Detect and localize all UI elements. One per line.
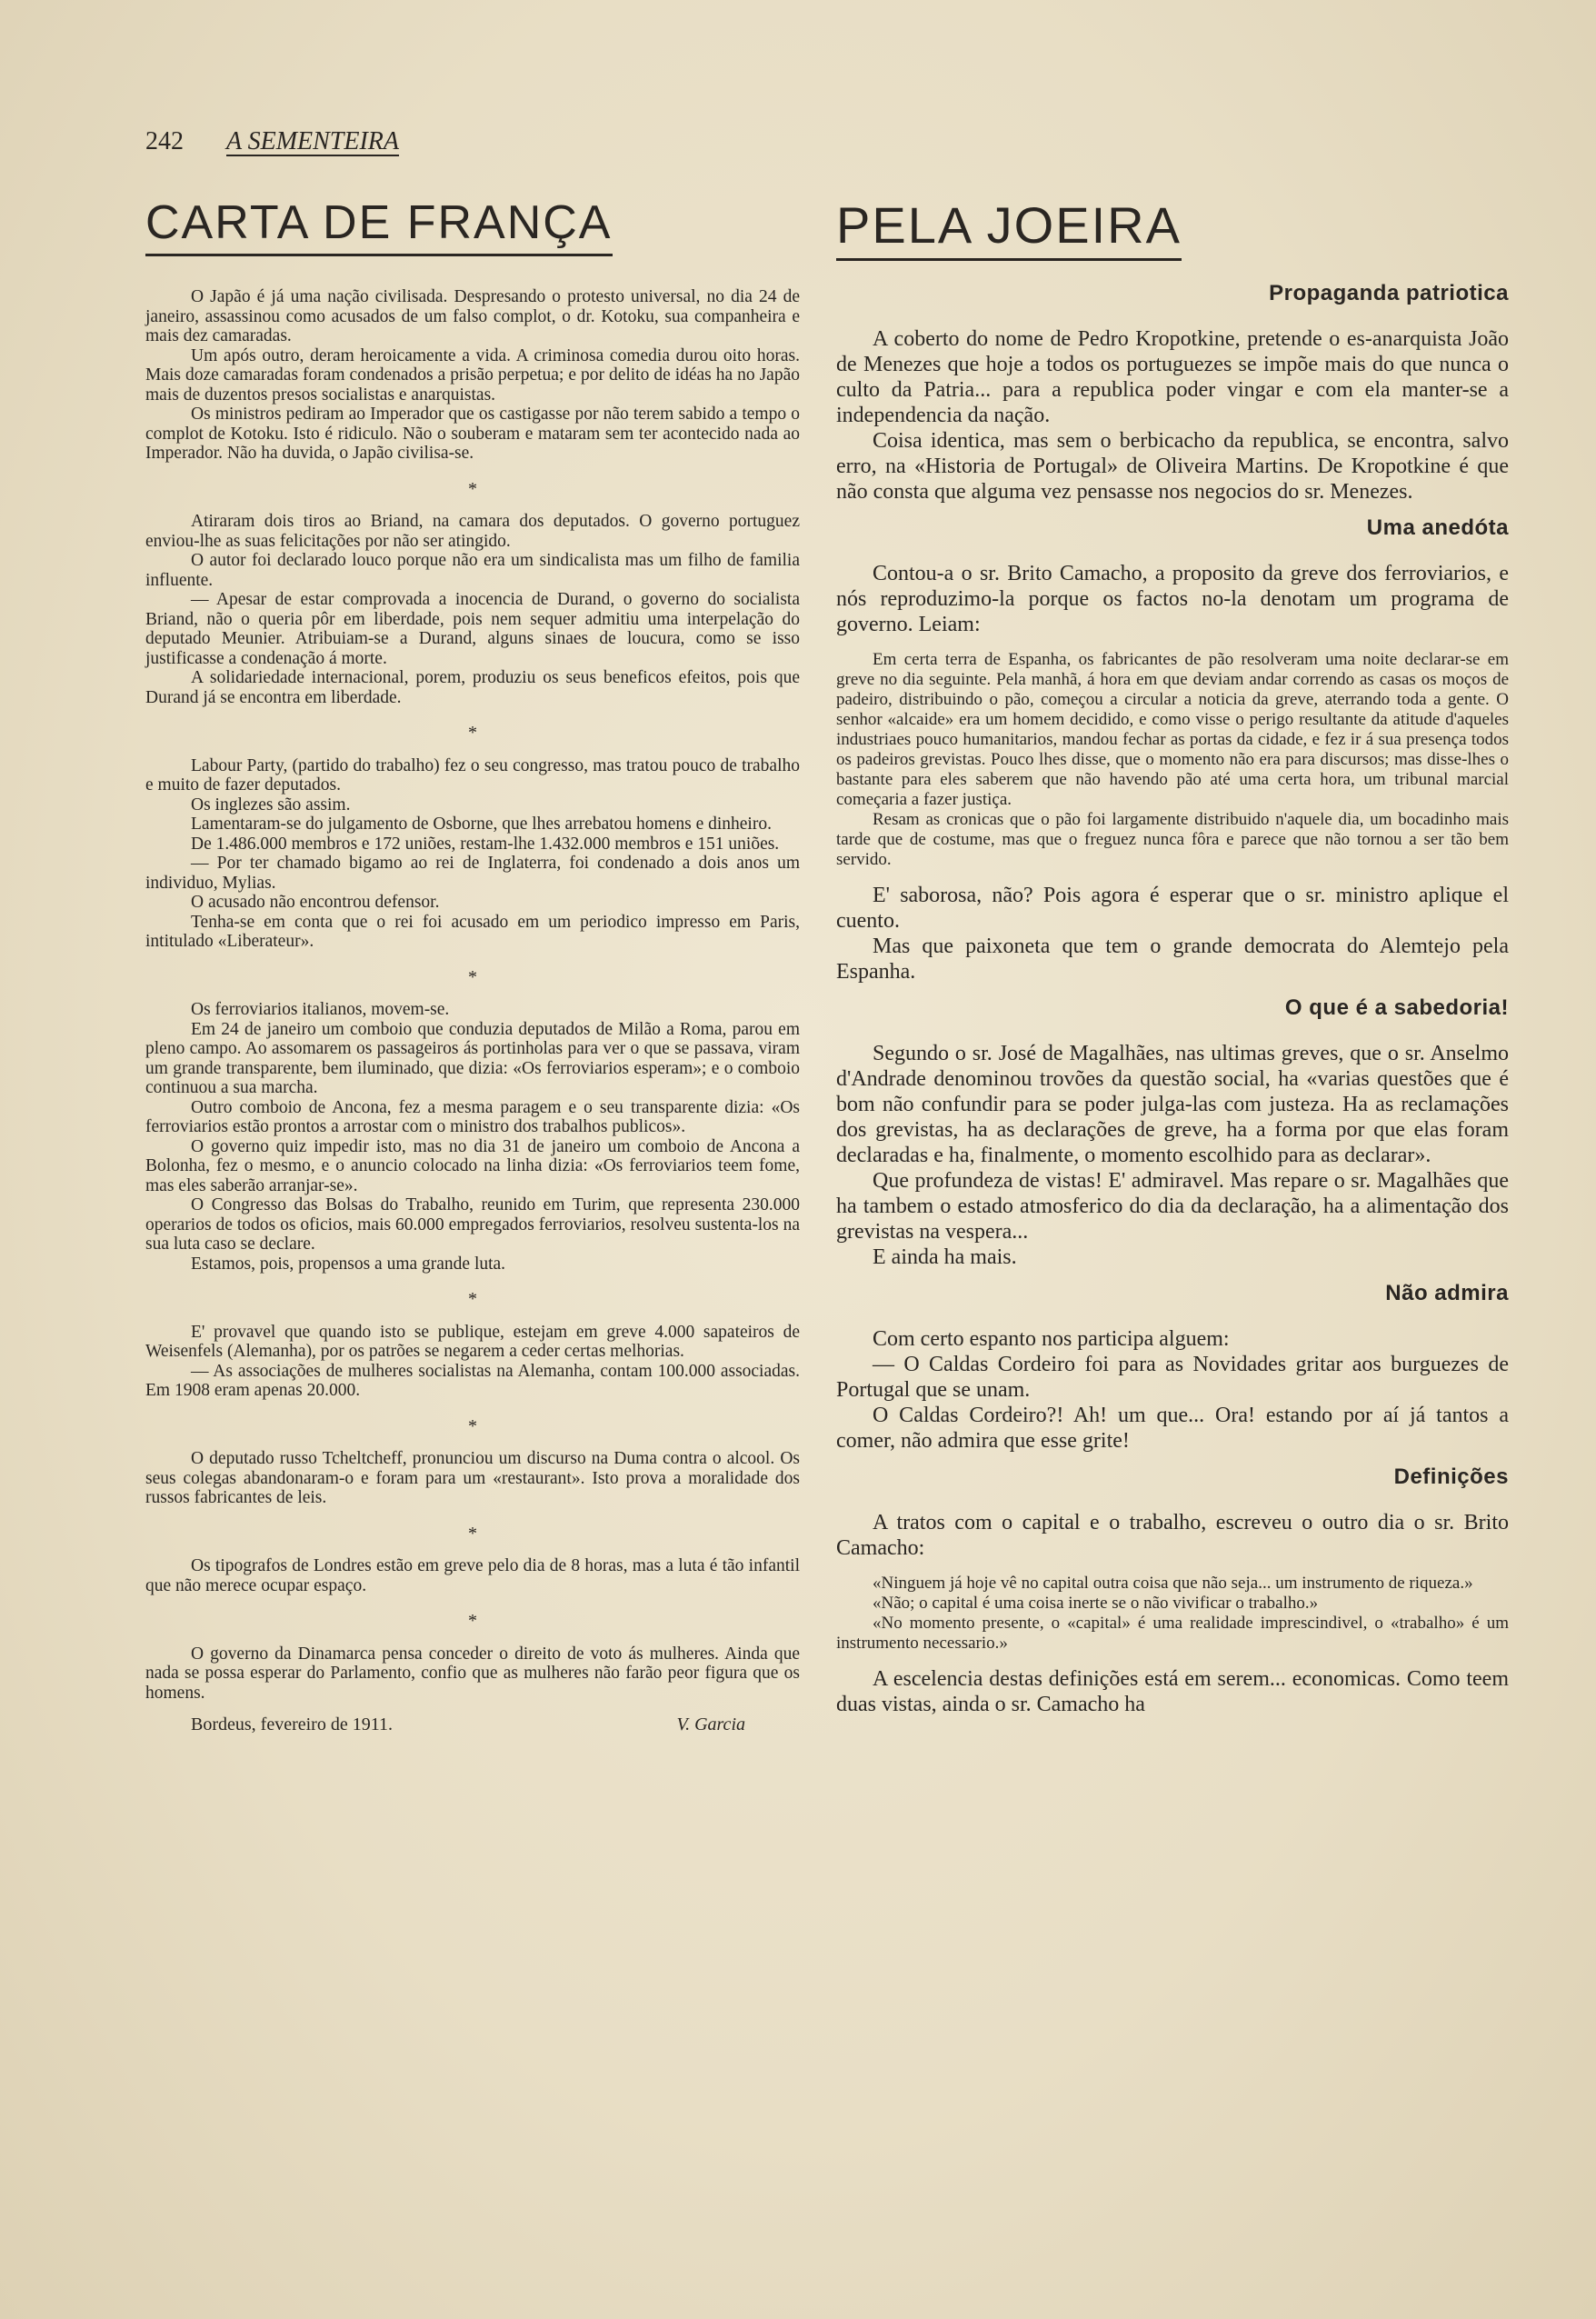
- paragraph: A escelencia destas definições está em serem... economicas. Como teem duas vistas, ainda o sr. Camacho ha: [836, 1667, 1509, 1716]
- place-date: Bordeus, fevereiro de 1911.: [191, 1714, 393, 1734]
- paragraph: Atiraram dois tiros ao Briand, na camara dos deputados. O governo portuguez enviou-lhe as suas felicitações por não ser atingido.: [145, 512, 800, 551]
- section-heading: Uma anedóta: [1366, 515, 1509, 540]
- paragraph: A tratos com o capital e o trabalho, escreveu o outro dia o sr. Brito Camacho:: [836, 1511, 1509, 1560]
- paragraph: — Por ter chamado bigamo ao rei de Inglaterra, foi condenado a dois anos um individuo, Mylias.: [145, 854, 800, 893]
- section-separator: *: [468, 966, 477, 987]
- section-separator: *: [468, 1415, 477, 1436]
- left-column: [145, 195, 800, 1735]
- paragraph: O acusado não encontrou defensor.: [191, 893, 440, 912]
- signature-line: [145, 1715, 800, 1735]
- paragraph: A solidariedade internacional, porem, produziu os seus beneficos efeitos, pois que Durand já se encontra em liberdade.: [145, 668, 800, 707]
- paragraph: «Ninguem já hoje vê no capital outra coisa que não seja... um instrumento de riqueza.»: [873, 1574, 1473, 1593]
- paragraph: Em certa terra de Espanha, os fabricantes de pão resolveram uma noite declarar-se em greve no dia seguinte. Pela manhã, á hora em que deviam andar correndo as casas os moços de padeiro, distribuindo o pão, começou a circular a noticia da greve, aterrando toda a gente. O senhor «alcaide» era um homem decidido, e como visse o perigo resultante da atitude d'aqueles industriaes pouco humanitarios, mandou fechar as portas da cidade, e fez ir á sua presença todos os padeiros grevistas. Pouco lhes disse, que o momento não era para discursos; mas disse-lhes o bastante para eles saberem que não havendo pão até uma certa hora, um tribunal marcial começaria a fazer justiça.: [836, 650, 1509, 809]
- section-heading: Propaganda patriotica: [1269, 281, 1509, 305]
- left-section: [145, 1556, 800, 1595]
- left-section: [145, 1323, 800, 1401]
- section-heading: O que é a sabedoria!: [1284, 995, 1509, 1020]
- left-section: [145, 1449, 800, 1508]
- paragraph: Que profundeza de vistas! E' admiravel. Mas repare o sr. Magalhães que ha tambem o estado atmosferico do dia da declaração, ha a alimentação dos grevistas na vespera...: [836, 1169, 1509, 1244]
- paragraph: Estamos, pois, propensos a uma grande luta.: [191, 1254, 506, 1274]
- left-section: [145, 1644, 800, 1704]
- paragraph: — As associações de mulheres socialistas na Alemanha, contam 100.000 associadas. Em 1908 eram apenas 20.000.: [145, 1361, 800, 1400]
- section-heading: Definições: [1393, 1464, 1509, 1489]
- paragraph: O deputado russo Tcheltcheff, pronunciou um discurso na Duma contra o alcool. Os seus colegas abandonaram-o e foram para um «restaurant». Isto prova a moralidade dos russos fabricantes de leis.: [145, 1449, 800, 1507]
- right-article-title: PELA JOEIRA: [836, 195, 1182, 261]
- paragraph: «Não; o capital é uma coisa inerte se o não vivificar o trabalho.»: [873, 1594, 1319, 1613]
- section-separator: *: [468, 723, 477, 743]
- left-section: [145, 1000, 800, 1274]
- quoted-text: [836, 1574, 1509, 1654]
- section-heading: Não admira: [1385, 1281, 1509, 1305]
- paragraph: — Apesar de estar comprovada a inocencia de Durand, o governo do socialista Briand, não o queria pôr em liberdade, pois nem sequer admitiu uma interpelação do deputado Meunier. Atribuiam-se a Durand, alguns sinaes de loucura, como se isso justificasse a condenação á morte.: [145, 590, 800, 668]
- left-section: [145, 512, 800, 707]
- section-separator: *: [468, 1289, 477, 1309]
- paragraph: E' saborosa, não? Pois agora é esperar que o sr. ministro aplique el cuento.: [836, 884, 1509, 933]
- quoted-text: [836, 650, 1509, 870]
- paragraph: Tenha-se em conta que o rei foi acusado em um periodico impresso em Paris, intitulado «Liberateur».: [145, 912, 800, 951]
- paragraph: Os inglezes são assim.: [191, 795, 351, 815]
- paragraph: «No momento presente, o «capital» é uma realidade imprescindivel, o «trabalho» é um instrumento necessario.»: [836, 1614, 1509, 1653]
- page-number: 242: [145, 127, 184, 155]
- paragraph: De 1.486.000 membros e 172 uniões, restam-lhe 1.432.000 membros e 151 uniões.: [191, 834, 780, 854]
- paragraph: Labour Party, (partido do trabalho) fez o seu congresso, mas tratou pouco de trabalho e muito de fazer deputados.: [145, 755, 800, 795]
- paragraph: E' provavel que quando isto se publique, estejam em greve 4.000 sapateiros de Weisenfels (Alemanha), por os patrões se negarem a ceder certas melhorias.: [145, 1322, 800, 1361]
- left-article-body: [145, 287, 800, 1735]
- paragraph: O governo da Dinamarca pensa conceder o direito de voto ás mulheres. Ainda que nada se possa esperar do Parlamento, confio que as mulheres não farão peor figura que os homens.: [145, 1644, 800, 1703]
- paragraph: Em 24 de janeiro um comboio que conduzia deputados de Milão a Roma, parou em pleno campo. Ao assomarem os passageiros ás portinholas para ver o que se passava, viram um grande transparente, bem iluminado, que dizia: «Os ferroviarios esperam»; e o comboio continuou a sua marcha.: [145, 1019, 800, 1097]
- paragraph: O Congresso das Bolsas do Trabalho, reunido em Turim, que representa 230.000 operarios de todos os oficios, mais 60.000 empregados ferroviarios, resolveu sustenta-los na sua luta caso se declare.: [145, 1195, 800, 1254]
- section-separator: *: [468, 478, 477, 499]
- paragraph: Outro comboio de Ancona, fez a mesma paragem e o seu transparente dizia: «Os ferroviarios estão prontos a arrostar com o ministro dos trabalhos publicos».: [145, 1097, 800, 1136]
- paragraph: O autor foi declarado louco porque não era um sindicalista mas um filho de familia influente.: [145, 551, 800, 590]
- right-article-body: [836, 281, 1509, 1717]
- paragraph: — O Caldas Cordeiro foi para as Novidades gritar aos burguezes de Portugal que se unam.: [836, 1353, 1509, 1402]
- paragraph: O governo quiz impedir isto, mas no dia 31 de janeiro um comboio de Ancona a Bolonha, fez o mesmo, e o anuncio colocado na linha dizia: «Os ferroviarios teem fome, mas eles saberão arranjar-se».: [145, 1136, 800, 1195]
- paragraph: O Caldas Cordeiro?! Ah! um que... Ora! estando por aí já tantos a comer, não admira que esse grite!: [836, 1404, 1509, 1453]
- paragraph: Um após outro, deram heroicamente a vida. A criminosa comedia durou oito horas. Mais doze camaradas foram condenados a prisão perpetua; e por delito de idéas ha no Japão mais de duzentos presos socialistas e anarquistas.: [145, 345, 800, 405]
- page-header: [145, 127, 399, 156]
- paragraph: Mas que paixoneta que tem o grande democrata do Alemtejo pela Espanha.: [836, 935, 1509, 984]
- paragraph: Segundo o sr. José de Magalhães, nas ultimas greves, que o sr. Anselmo d'Andrade denominou trovões da questão social, ha «varias questões que é bom não confundir para se poder julga-las com justeza. Ha as reclamações dos grevistas, ha as declarações de greve, ha a forma por que elas foram declaradas e ha, finalmente, o momento escolhido para as declarar».: [836, 1042, 1509, 1167]
- paragraph: Os ferroviarios italianos, movem-se.: [191, 1000, 450, 1019]
- paragraph: Coisa identica, mas sem o berbicacho da republica, se encontra, salvo erro, na «Historia de Portugal» de Oliveira Martins. De Kropotkine é que não consta que alguma vez pensasse nos negocios do sr. Menezes.: [836, 429, 1509, 504]
- left-section: [145, 287, 800, 464]
- journal-title: A SEMENTEIRA: [226, 127, 400, 155]
- left-article-title: CARTA DE FRANÇA: [145, 195, 613, 256]
- right-column: [836, 195, 1509, 1717]
- left-section: [145, 756, 800, 952]
- section-separator: *: [468, 1523, 477, 1544]
- paragraph: Lamentaram-se do julgamento de Osborne, que lhes arrebatou homens e dinheiro.: [191, 815, 772, 834]
- paragraph: Resam as cronicas que o pão foi largamente distribuido n'aquele dia, um bocadinho mais tarde que de costume, mas que o freguez nunca fôra e parece que não tornou a ser tão bem servido.: [836, 810, 1509, 869]
- paragraph: E ainda ha mais.: [873, 1245, 1017, 1269]
- paragraph: A coberto do nome de Pedro Kropotkine, pretende o es-anarquista João de Menezes que hoje a todos os portuguezes se impõe mais do que nunca o culto da Patria... para a republica poder vingar e com ela manter-se a independencia da nação.: [836, 327, 1509, 427]
- author-name: V. Garcia: [676, 1714, 745, 1734]
- paragraph: Com certo espanto nos participa alguem:: [873, 1327, 1230, 1351]
- paragraph: Contou-a o sr. Brito Camacho, a proposito da greve dos ferroviarios, e nós reproduzimo-la porque os factos no-la denotam um programa de governo. Leiam:: [836, 562, 1509, 636]
- paragraph: Os ministros pediram ao Imperador que os castigasse por não terem sabido a tempo o complot de Kotoku. Isto é ridiculo. Não o souberam e mataram sem ter acontecido nada ao Imperador. Não ha duvida, o Japão civilisa-se.: [145, 405, 800, 463]
- paragraph: Os tipografos de Londres estão em greve pelo dia de 8 horas, mas a luta é tão infantil que não merece ocupar espaço.: [145, 1556, 800, 1595]
- section-separator: *: [468, 1611, 477, 1631]
- paragraph: O Japão é já uma nação civilisada. Despresando o protesto universal, no dia 24 de janeiro, assassinou como acusados de um falso complot, o dr. Kotoku, sua companheira e mais dez camaradas.: [145, 287, 800, 345]
